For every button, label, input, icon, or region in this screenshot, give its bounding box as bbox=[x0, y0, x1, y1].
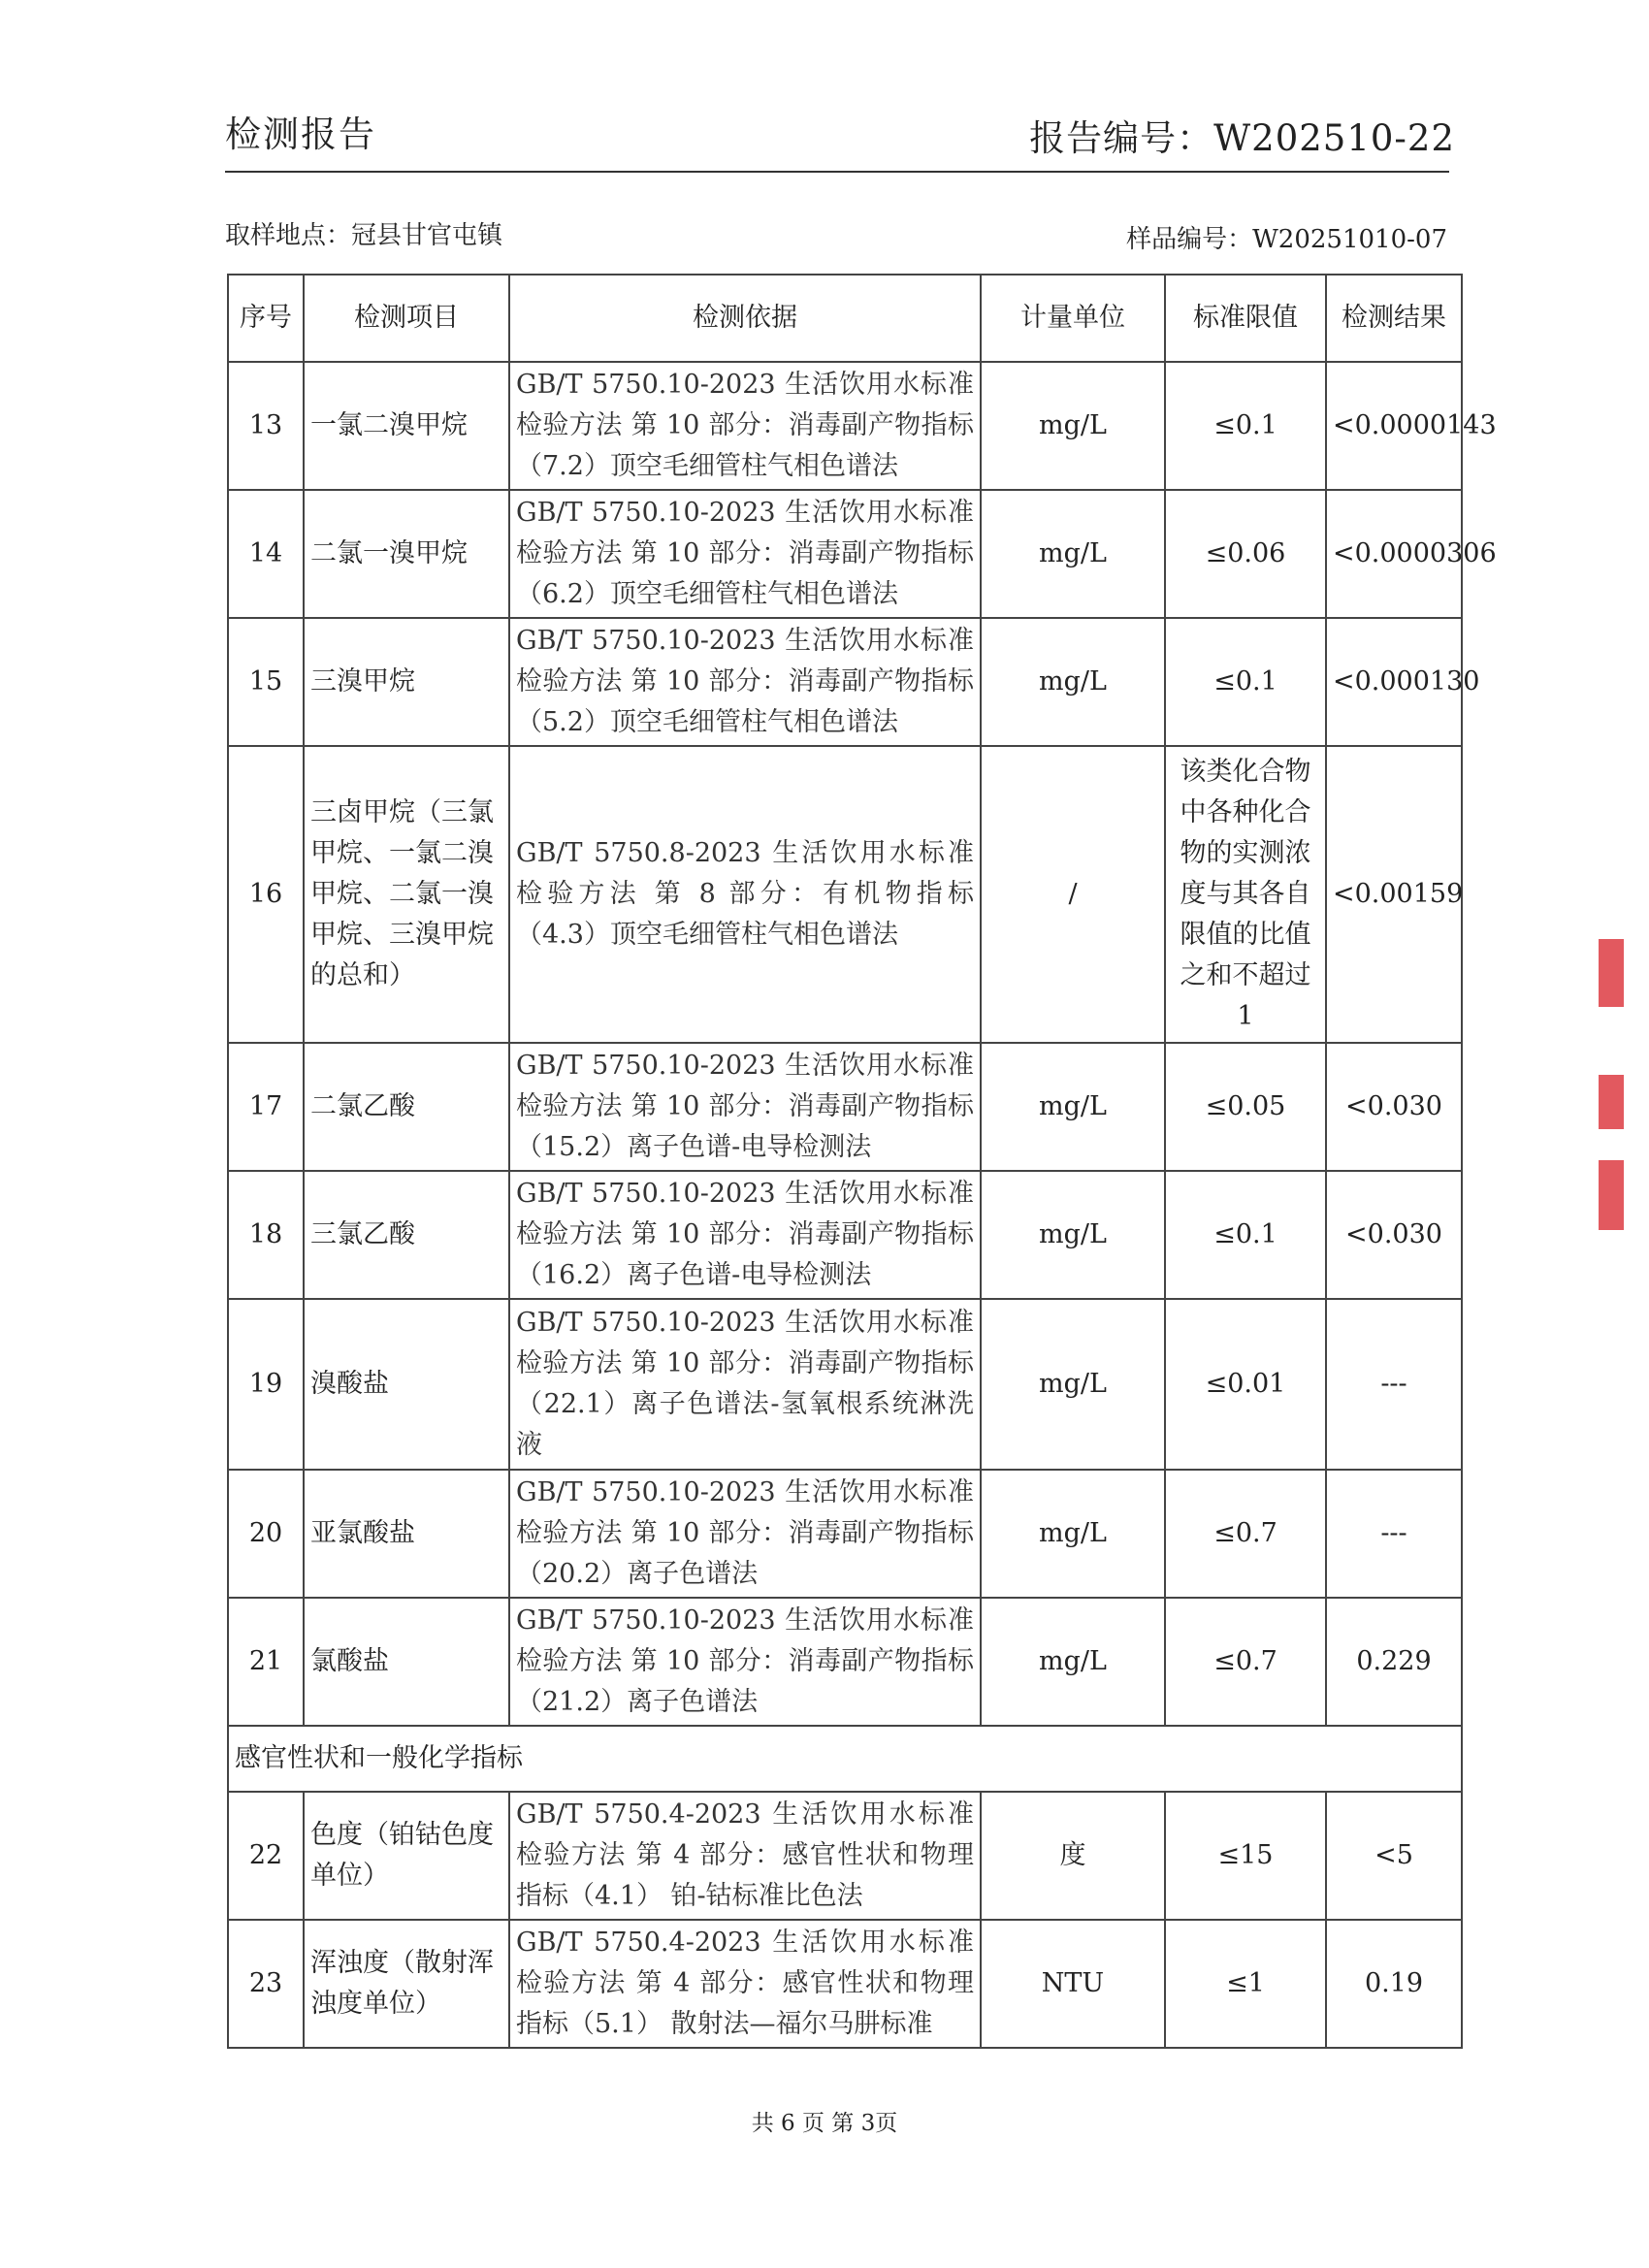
column-header-result: 检测结果 bbox=[1326, 275, 1462, 362]
section-title: 感官性状和一般化学指标 bbox=[228, 1726, 1462, 1792]
row-result: <0.030 bbox=[1326, 1043, 1462, 1171]
row-seq: 16 bbox=[228, 746, 304, 1043]
row-item: 三卤甲烷（三氯甲烷、一氯二溴甲烷、二氯一溴甲烷、三溴甲烷的总和） bbox=[304, 746, 509, 1043]
column-header-item: 检测项目 bbox=[304, 275, 509, 362]
row-seq: 13 bbox=[228, 362, 304, 490]
row-item: 亚氯酸盐 bbox=[304, 1470, 509, 1598]
row-unit: mg/L bbox=[981, 1299, 1165, 1470]
report-title: 检测报告 bbox=[225, 113, 376, 155]
row-unit: mg/L bbox=[981, 618, 1165, 746]
row-item: 色度（铂钴色度单位） bbox=[304, 1792, 509, 1920]
row-limit: ≤0.7 bbox=[1165, 1598, 1326, 1726]
row-result: 0.229 bbox=[1326, 1598, 1462, 1726]
row-basis: GB/T 5750.4-2023 生活饮用水标准检验方法 第 4 部分：感官性状和物理指标（5.1） 散射法—福尔马肼标准 bbox=[509, 1920, 981, 2048]
page-footer: 共 6 页 第 3页 bbox=[751, 2111, 898, 2136]
row-result: <0.00159 bbox=[1326, 746, 1462, 1043]
results-table bbox=[227, 274, 1497, 2049]
table-row bbox=[228, 490, 1462, 618]
sample-number: 样品编号：W20251010-07 bbox=[1126, 225, 1447, 254]
row-unit: 度 bbox=[981, 1792, 1165, 1920]
header-divider bbox=[225, 171, 1449, 173]
table-row bbox=[228, 618, 1462, 746]
row-limit: ≤0.05 bbox=[1165, 1043, 1326, 1171]
row-limit: ≤1 bbox=[1165, 1920, 1326, 2048]
row-basis: GB/T 5750.10-2023 生活饮用水标准检验方法 第 10 部分：消毒副产物指标（6.2）顶空毛细管柱气相色谱法 bbox=[509, 490, 981, 618]
row-unit: mg/L bbox=[981, 1598, 1165, 1726]
row-basis: GB/T 5750.10-2023 生活饮用水标准检验方法 第 10 部分：消毒副产物指标（20.2）离子色谱法 bbox=[509, 1470, 981, 1598]
row-unit: mg/L bbox=[981, 1171, 1165, 1299]
table-row bbox=[228, 1920, 1462, 2048]
column-header-seq: 序号 bbox=[228, 275, 304, 362]
table-row bbox=[228, 1470, 1462, 1598]
row-seq: 17 bbox=[228, 1043, 304, 1171]
row-limit: ≤0.1 bbox=[1165, 1171, 1326, 1299]
seal-fragment bbox=[1599, 1075, 1624, 1129]
row-item: 氯酸盐 bbox=[304, 1598, 509, 1726]
sampling-location: 取样地点：冠县甘官屯镇 bbox=[225, 221, 503, 250]
row-unit: mg/L bbox=[981, 362, 1165, 490]
row-item: 三溴甲烷 bbox=[304, 618, 509, 746]
table-header-row bbox=[228, 275, 1462, 362]
row-unit: NTU bbox=[981, 1920, 1165, 2048]
row-result: --- bbox=[1326, 1470, 1462, 1598]
row-seq: 22 bbox=[228, 1792, 304, 1920]
seal-fragment bbox=[1599, 1160, 1624, 1230]
table-row bbox=[228, 1598, 1462, 1726]
row-item: 一氯二溴甲烷 bbox=[304, 362, 509, 490]
table-row bbox=[228, 1043, 1462, 1171]
row-limit: ≤0.1 bbox=[1165, 618, 1326, 746]
seal-fragment bbox=[1599, 939, 1624, 1007]
row-basis: GB/T 5750.10-2023 生活饮用水标准检验方法 第 10 部分：消毒副产物指标（15.2）离子色谱-电导检测法 bbox=[509, 1043, 981, 1171]
report-number: 报告编号：W202510-22 bbox=[1029, 117, 1455, 159]
row-basis: GB/T 5750.10-2023 生活饮用水标准检验方法 第 10 部分：消毒副产物指标（21.2）离子色谱法 bbox=[509, 1598, 981, 1726]
row-unit: mg/L bbox=[981, 490, 1165, 618]
row-result: <0.000130 bbox=[1326, 618, 1462, 746]
row-item: 二氯一溴甲烷 bbox=[304, 490, 509, 618]
row-seq: 15 bbox=[228, 618, 304, 746]
table-row bbox=[228, 1299, 1462, 1470]
row-seq: 18 bbox=[228, 1171, 304, 1299]
row-seq: 20 bbox=[228, 1470, 304, 1598]
row-item: 浑浊度（散射浑浊度单位） bbox=[304, 1920, 509, 2048]
row-limit: ≤0.1 bbox=[1165, 362, 1326, 490]
table-row bbox=[228, 746, 1462, 1043]
row-result: <0.0000306 bbox=[1326, 490, 1462, 618]
row-unit: mg/L bbox=[981, 1043, 1165, 1171]
row-result: --- bbox=[1326, 1299, 1462, 1470]
row-limit: ≤0.01 bbox=[1165, 1299, 1326, 1470]
column-header-unit: 计量单位 bbox=[981, 275, 1165, 362]
row-result: <5 bbox=[1326, 1792, 1462, 1920]
row-seq: 19 bbox=[228, 1299, 304, 1470]
row-basis: GB/T 5750.10-2023 生活饮用水标准检验方法 第 10 部分：消毒副产物指标（5.2）顶空毛细管柱气相色谱法 bbox=[509, 618, 981, 746]
column-header-limit: 标准限值 bbox=[1165, 275, 1326, 362]
table-row bbox=[228, 1792, 1462, 1920]
row-seq: 14 bbox=[228, 490, 304, 618]
table-row bbox=[228, 362, 1462, 490]
row-basis: GB/T 5750.10-2023 生活饮用水标准检验方法 第 10 部分：消毒副产物指标（7.2）顶空毛细管柱气相色谱法 bbox=[509, 362, 981, 490]
row-basis: GB/T 5750.8-2023 生活饮用水标准检验方法 第 8 部分：有机物指标（4.3）顶空毛细管柱气相色谱法 bbox=[509, 746, 981, 1043]
row-unit: / bbox=[981, 746, 1165, 1043]
row-limit: ≤0.7 bbox=[1165, 1470, 1326, 1598]
row-basis: GB/T 5750.4-2023 生活饮用水标准检验方法 第 4 部分：感官性状和物理指标（4.1） 铂-钴标准比色法 bbox=[509, 1792, 981, 1920]
row-limit: ≤0.06 bbox=[1165, 490, 1326, 618]
row-unit: mg/L bbox=[981, 1470, 1165, 1598]
table-row bbox=[228, 1171, 1462, 1299]
row-result: 0.19 bbox=[1326, 1920, 1462, 2048]
row-basis: GB/T 5750.10-2023 生活饮用水标准检验方法 第 10 部分：消毒副产物指标（22.1）离子色谱法-氢氧根系统淋洗液 bbox=[509, 1299, 981, 1470]
row-basis: GB/T 5750.10-2023 生活饮用水标准检验方法 第 10 部分：消毒副产物指标（16.2）离子色谱-电导检测法 bbox=[509, 1171, 981, 1299]
column-header-basis: 检测依据 bbox=[509, 275, 981, 362]
row-result: <0.0000143 bbox=[1326, 362, 1462, 490]
row-result: <0.030 bbox=[1326, 1171, 1462, 1299]
row-seq: 23 bbox=[228, 1920, 304, 2048]
row-item: 三氯乙酸 bbox=[304, 1171, 509, 1299]
row-limit: ≤15 bbox=[1165, 1792, 1326, 1920]
row-seq: 21 bbox=[228, 1598, 304, 1726]
row-item: 溴酸盐 bbox=[304, 1299, 509, 1470]
row-item: 二氯乙酸 bbox=[304, 1043, 509, 1171]
section-row bbox=[228, 1726, 1462, 1792]
row-limit: 该类化合物中各种化合物的实测浓度与其各自限值的比值之和不超过1 bbox=[1165, 746, 1326, 1043]
